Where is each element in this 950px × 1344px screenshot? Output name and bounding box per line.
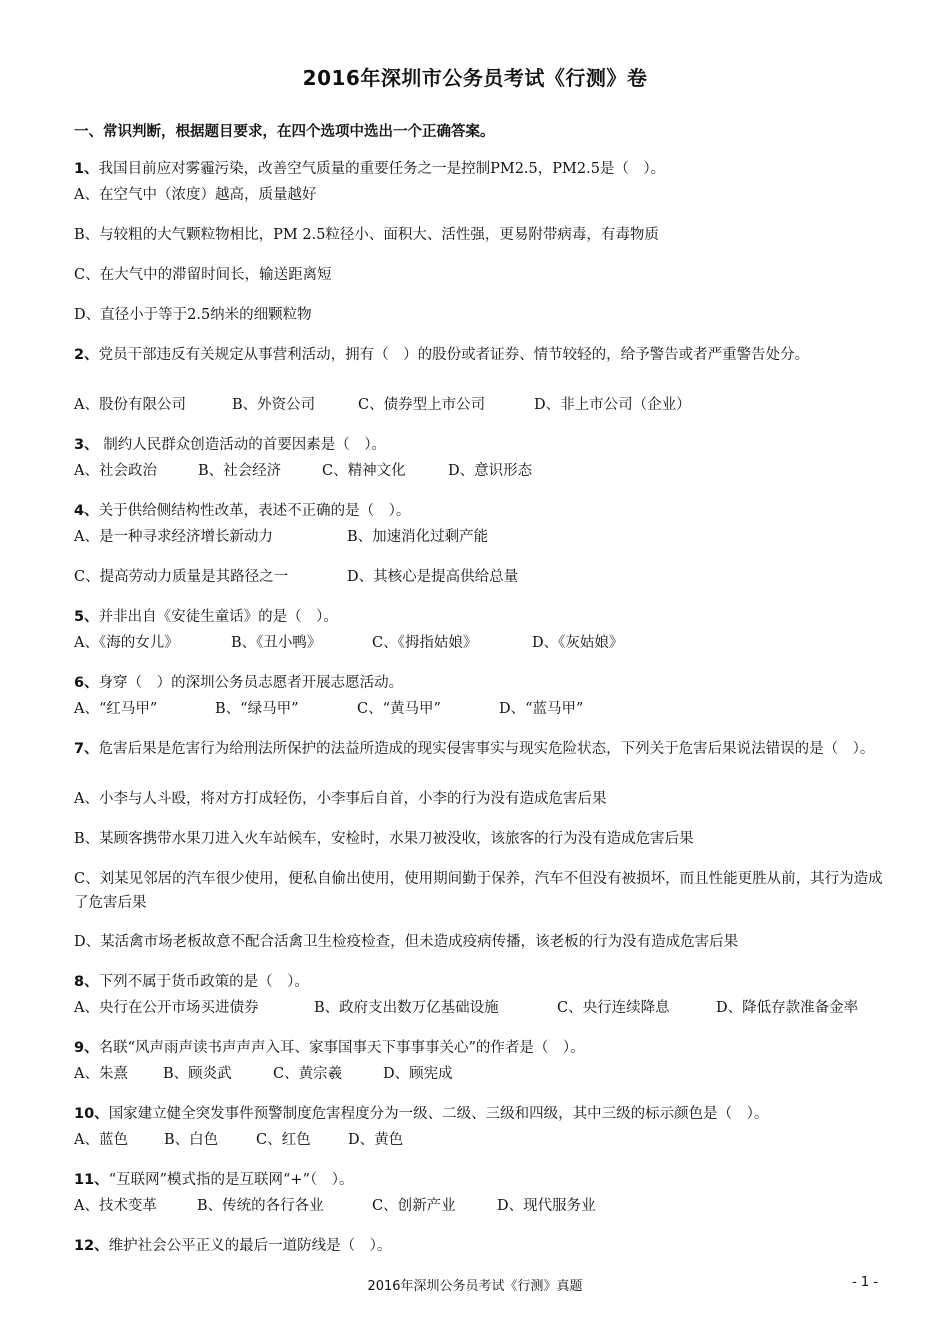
page-title: 2016年深圳市公务员考试《行测》卷 xyxy=(302,66,648,90)
question-number: 12、 xyxy=(74,1238,109,1254)
option: A、社会政治 xyxy=(74,463,157,479)
option-line xyxy=(74,996,884,1020)
question-text: 下列不属于货币政策的是（ ）。 xyxy=(98,974,309,990)
option: A、小李与人斗殴，将对方打成轻伤，小李事后自首，小李的行为没有造成危害后果 xyxy=(74,791,607,807)
question-number: 6、 xyxy=(74,675,99,691)
option-line xyxy=(74,697,884,721)
option: D、《灰姑娘》 xyxy=(532,635,624,651)
question-number: 10、 xyxy=(74,1106,109,1122)
option: D、其核心是提高供给总量 xyxy=(347,569,519,585)
option: A、股份有限公司 xyxy=(74,397,186,413)
option: B、顾炎武 xyxy=(163,1066,232,1082)
question-10 xyxy=(74,1102,884,1126)
option-line xyxy=(74,565,884,589)
question-text: 我国目前应对雾霾污染，改善空气质量的重要任务之一是控制PM2.5，PM2.5是（ ）。 xyxy=(98,161,666,177)
question-text: 并非出自《安徒生童话》的是（ ）。 xyxy=(98,609,338,625)
question-number: 11、 xyxy=(74,1172,109,1188)
question-number: 8、 xyxy=(74,974,99,990)
option: B、与较粗的大气颗粒物相比，PM 2.5粒径小、面积大、活性强，更易附带病毒，有毒物质 xyxy=(74,227,659,243)
question-text: 关于供给侧结构性改革，表述不正确的是（ ）。 xyxy=(98,503,411,519)
option-line xyxy=(74,930,884,954)
option-line xyxy=(74,183,884,207)
question-number: 1、 xyxy=(74,161,99,177)
option-line xyxy=(74,525,884,549)
question-3 xyxy=(74,433,884,457)
option: A、是一种寻求经济增长新动力 xyxy=(74,529,273,545)
option: C、《拇指姑娘》 xyxy=(372,635,478,651)
option-line xyxy=(74,263,884,287)
option: D、非上市公司（企业） xyxy=(534,397,691,413)
option: B、“绿马甲” xyxy=(215,701,299,717)
option: C、红色 xyxy=(256,1132,311,1148)
option-line xyxy=(74,1194,884,1218)
option-line xyxy=(74,223,884,247)
option: C、黄宗羲 xyxy=(273,1066,343,1082)
option: C、债券型上市公司 xyxy=(358,397,486,413)
option: D、直径小于等于2.5纳米的细颗粒物 xyxy=(74,307,312,323)
question-text: 制约人民群众创造活动的首要因素是（ ）。 xyxy=(98,437,386,453)
option: D、意识形态 xyxy=(448,463,533,479)
option: B、外资公司 xyxy=(232,397,316,413)
question-number: 2、 xyxy=(74,347,99,363)
option: C、“黄马甲” xyxy=(357,701,441,717)
question-7 xyxy=(74,737,884,761)
question-12 xyxy=(74,1234,884,1258)
option: A、央行在公开市场买进债券 xyxy=(74,1000,259,1016)
option: C、央行连续降息 xyxy=(557,1000,670,1016)
section-heading: 一、常识判断，根据题目要求，在四个选项中选出一个正确答案。 xyxy=(74,124,495,140)
option-line xyxy=(74,867,884,915)
question-number: 9、 xyxy=(74,1040,99,1056)
option: B、政府支出数万亿基础设施 xyxy=(314,1000,499,1016)
option: C、精神文化 xyxy=(322,463,406,479)
option: C、刘某见邻居的汽车很少使用，便私自偷出使用，使用期间勤于保养，汽车不但没有被损坏，而且性能更胜从前，其行为造成了危害后果 xyxy=(74,871,883,911)
option: D、某活禽市场老板故意不配合活禽卫生检疫检查，但未造成疫病传播，该老板的行为没有造成危害后果 xyxy=(74,934,739,950)
option: A、在空气中（浓度）越高，质量越好 xyxy=(74,187,317,203)
option-line xyxy=(74,787,884,811)
option-line xyxy=(74,1128,884,1152)
option: D、“蓝马甲” xyxy=(499,701,584,717)
question-text: 党员干部违反有关规定从事营利活动，拥有（ ）的股份或者证券、情节较轻的，给予警告或者严重警告处分。 xyxy=(98,347,810,363)
question-4 xyxy=(74,499,884,523)
question-text: 身穿（ ）的深圳公务员志愿者开展志愿活动。 xyxy=(98,675,404,691)
question-number: 4、 xyxy=(74,503,99,519)
option-line xyxy=(74,459,884,483)
question-8 xyxy=(74,970,884,994)
option: B、《丑小鸭》 xyxy=(231,635,322,651)
option: B、传统的各行各业 xyxy=(197,1198,324,1214)
question-number: 5、 xyxy=(74,609,99,625)
option: B、白色 xyxy=(164,1132,219,1148)
option: A、“红马甲” xyxy=(74,701,158,717)
option: C、在大气中的滞留时间长，输送距离短 xyxy=(74,267,332,283)
page-footer: 2016年深圳公务员考试《行测》真题 xyxy=(367,1279,583,1294)
option: B、加速消化过剩产能 xyxy=(347,529,489,545)
option-line xyxy=(74,631,884,655)
question-9 xyxy=(74,1036,884,1060)
question-1 xyxy=(74,157,884,181)
question-number: 3、 xyxy=(74,437,99,453)
question-6 xyxy=(74,671,884,695)
question-text: 危害后果是危害行为给刑法所保护的法益所造成的现实侵害事实与现实危险状态，下列关于危害后果说法错误的是（ ）。 xyxy=(98,741,875,757)
question-number: 7、 xyxy=(74,741,99,757)
option: A、蓝色 xyxy=(74,1132,128,1148)
option-line xyxy=(74,1062,884,1086)
option: B、某顾客携带水果刀进入火车站候车，安检时，水果刀被没收，该旅客的行为没有造成危害后果 xyxy=(74,831,694,847)
option-line xyxy=(74,827,884,851)
option: D、降低存款准备金率 xyxy=(716,1000,859,1016)
option: C、创新产业 xyxy=(372,1198,456,1214)
question-11 xyxy=(74,1168,884,1192)
question-text: 维护社会公平正义的最后一道防线是（ ）。 xyxy=(108,1238,392,1254)
option: D、现代服务业 xyxy=(497,1198,596,1214)
page-number: - 1 - xyxy=(852,1275,878,1290)
option-line xyxy=(74,393,884,417)
option: A、朱熹 xyxy=(74,1066,128,1082)
option: A、《海的女儿》 xyxy=(74,635,179,651)
option: D、黄色 xyxy=(348,1132,404,1148)
option: D、顾宪成 xyxy=(383,1066,453,1082)
question-text: “互联网”模式指的是互联网“+”（ ）。 xyxy=(108,1172,354,1188)
question-2 xyxy=(74,343,884,367)
question-5 xyxy=(74,605,884,629)
question-text: 名联“风声雨声读书声声声入耳、家事国事天下事事事关心”的作者是（ ）。 xyxy=(98,1040,585,1056)
question-text: 国家建立健全突发事件预警制度危害程度分为一级、二级、三级和四级，其中三级的标示颜色是（ ）。 xyxy=(108,1106,769,1122)
option-line xyxy=(74,303,884,327)
option: B、社会经济 xyxy=(198,463,282,479)
option: A、技术变革 xyxy=(74,1198,157,1214)
option: C、提高劳动力质量是其路径之一 xyxy=(74,569,289,585)
